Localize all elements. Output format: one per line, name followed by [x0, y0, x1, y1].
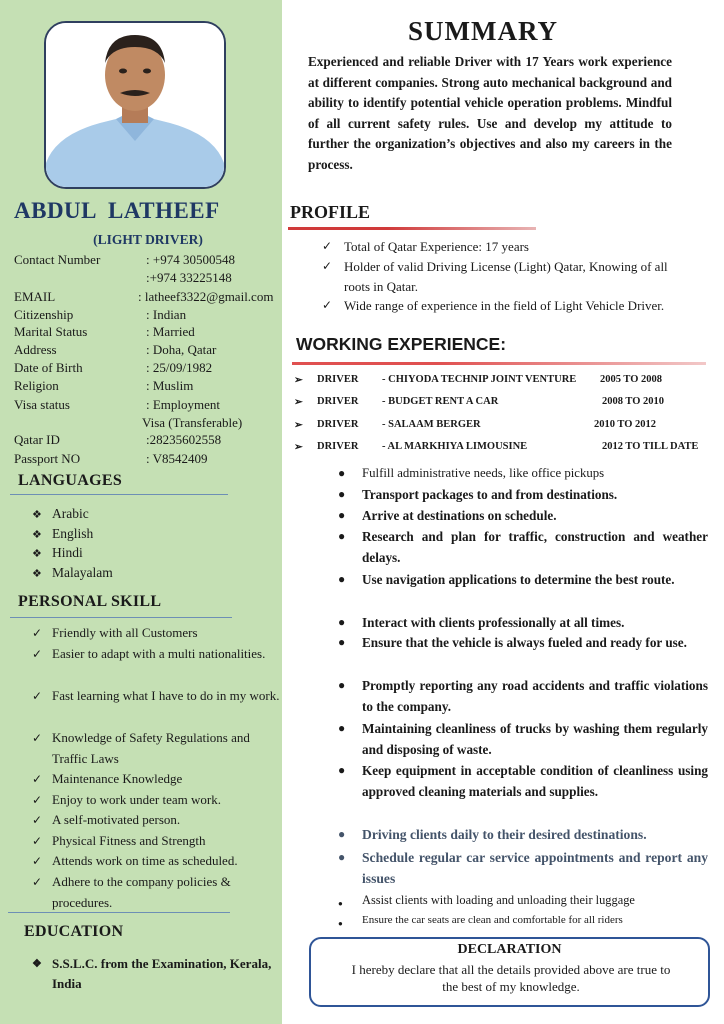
- round-bullet-icon: ●: [338, 615, 346, 629]
- profile-heading: PROFILE: [290, 202, 371, 222]
- contact-row: [14, 252, 282, 270]
- profile-item: [322, 257, 682, 296]
- duty-item: [338, 569, 708, 590]
- job-role: DRIVER: [317, 396, 359, 407]
- duty-item: [338, 526, 708, 569]
- skill-item: [32, 728, 280, 769]
- language-name: Malayalam: [52, 564, 113, 580]
- skill-item: [32, 686, 280, 707]
- duty-text: Promptly reporting any road accidents and traffic violations to the company.: [362, 678, 708, 715]
- full-name: ABDUL LATHEEF: [14, 198, 220, 223]
- duty-item: [338, 847, 708, 890]
- contact-value: :28235602558: [146, 432, 222, 447]
- education-heading: EDUCATION: [24, 923, 124, 940]
- job-period: 2012 TO TILL DATE: [602, 441, 699, 452]
- duty-text: Transport packages to and from destinations.: [362, 487, 618, 502]
- contact-label: Marital Status: [14, 324, 88, 339]
- checkmark-icon: ✓: [32, 813, 43, 827]
- contact-label: Religion: [14, 378, 59, 393]
- contact-value: : Muslim: [146, 378, 194, 393]
- experience-divider: [292, 362, 706, 365]
- language-item: [32, 526, 93, 542]
- job-period: 2005 TO 2008: [600, 374, 663, 385]
- skill-text: Enjoy to work under team work.: [52, 792, 221, 807]
- profile-divider: [288, 227, 536, 230]
- language-item: [32, 545, 83, 561]
- job-row: [294, 419, 714, 433]
- contact-label: Visa status: [14, 397, 70, 412]
- education-text: S.S.L.C. from the Examination, Kerala, India: [52, 956, 272, 991]
- duty-item: [338, 675, 708, 718]
- skill-item: [32, 810, 280, 831]
- education-item: [32, 954, 272, 994]
- contact-value: : V8542409: [146, 451, 208, 466]
- contact-label: Date of Birth: [14, 360, 83, 375]
- job-row: [294, 374, 714, 388]
- job-company: - SALAAM BERGER: [382, 419, 481, 430]
- declaration-heading: DECLARATION: [457, 942, 562, 957]
- round-bullet-icon: ●: [338, 508, 346, 522]
- diamond-bullet-icon: ❖: [32, 548, 42, 560]
- skill-text: Attends work on time as scheduled.: [52, 853, 238, 868]
- arrow-bullet-icon: ➢: [294, 375, 303, 386]
- round-bullet-icon: ●: [338, 635, 346, 649]
- contact-value: : 25/09/1982: [146, 360, 213, 375]
- contact-value: : latheef3322@gmail.com: [138, 289, 274, 304]
- duty-item: [338, 612, 708, 633]
- checkmark-icon: ✓: [32, 875, 43, 889]
- job-period: 2008 TO 2010: [602, 396, 665, 407]
- round-bullet-icon: ●: [338, 572, 346, 586]
- skill-text: Adhere to the company policies & procedures.: [52, 874, 231, 910]
- duty-text: Assist clients with loading and unloading their luggage: [362, 893, 635, 907]
- contact-label: Qatar ID: [14, 432, 60, 447]
- languages-heading: LANGUAGES: [18, 472, 123, 489]
- contact-label: Contact Number: [14, 252, 101, 267]
- diamond-bullet-icon: ❖: [32, 958, 42, 970]
- contact-row: [14, 270, 282, 288]
- contact-row: [14, 289, 282, 307]
- arrow-bullet-icon: ➢: [294, 420, 303, 431]
- contact-label: Citizenship: [14, 307, 74, 322]
- contact-row: [14, 342, 282, 360]
- skill-text: Friendly with all Customers: [52, 625, 198, 640]
- duty-item: [338, 463, 708, 484]
- job-company: - CHIYODA TECHNIP JOINT VENTURE: [382, 374, 577, 385]
- contact-row: [14, 415, 282, 433]
- duty-item: [338, 718, 708, 761]
- skill-text: Physical Fitness and Strength: [52, 833, 206, 848]
- profile-photo: [44, 21, 226, 189]
- duty-text: Maintaining cleanliness of trucks by washing them regularly and disposing of waste.: [362, 721, 708, 758]
- contact-value: : +974 30500548: [146, 252, 235, 267]
- language-item: [32, 565, 113, 581]
- duty-item: [338, 890, 708, 911]
- contact-value: : Married: [146, 324, 195, 339]
- declaration-text: I hereby declare that all the details provided above are true to the best of my knowledge.: [351, 962, 671, 994]
- checkmark-icon: ✓: [32, 854, 43, 868]
- duty-item: [338, 505, 708, 526]
- job-row: [294, 441, 714, 455]
- duty-item: [338, 632, 708, 653]
- contact-label: Address: [14, 342, 57, 357]
- contact-row: [14, 378, 282, 396]
- language-name: English: [52, 525, 94, 541]
- duty-text: Use navigation applications to determine the best route.: [362, 572, 675, 587]
- duty-text: Driving clients daily to their desired destinations.: [362, 827, 647, 842]
- skill-text: Fast learning what I have to do in my work.: [52, 688, 280, 703]
- job-role: DRIVER: [317, 441, 359, 452]
- contact-row: [14, 360, 282, 378]
- contact-value: : Employment: [146, 397, 221, 412]
- education-divider: [8, 912, 230, 913]
- profile-item: [322, 296, 682, 316]
- skill-item: [32, 623, 280, 644]
- round-bullet-icon: ●: [338, 850, 346, 864]
- profile-text: Wide range of experience in the field of Light Vehicle Driver.: [344, 298, 665, 313]
- checkmark-icon: ✓: [322, 298, 333, 312]
- job-row: [294, 396, 714, 410]
- experience-heading: WORKING EXPERIENCE:: [296, 334, 507, 354]
- job-company: - BUDGET RENT A CAR: [382, 396, 499, 407]
- skill-item: [32, 790, 280, 811]
- duty-text: Schedule regular car service appointments and report any issues: [362, 850, 708, 887]
- arrow-bullet-icon: ➢: [294, 397, 303, 408]
- duty-text: Fulfill administrative needs, like office pickups: [362, 466, 605, 480]
- duty-item: [338, 910, 708, 931]
- round-bullet-icon: ●: [338, 827, 346, 841]
- duty-item: [338, 760, 708, 803]
- job-period: 2010 TO 2012: [594, 419, 657, 430]
- duty-text: Arrive at destinations on schedule.: [362, 508, 557, 523]
- contact-value: Visa (Transferable): [142, 415, 243, 430]
- round-bullet-icon: ●: [338, 529, 346, 543]
- checkmark-icon: ✓: [322, 239, 333, 253]
- contact-value: : Indian: [146, 307, 187, 322]
- duty-text: Ensure that the vehicle is always fueled and ready for use.: [362, 635, 687, 650]
- diamond-bullet-icon: ❖: [32, 528, 42, 541]
- language-item: [32, 506, 89, 522]
- contact-label: Passport NO: [14, 451, 81, 466]
- languages-divider: [10, 494, 228, 495]
- duty-text: Interact with clients professionally at all times.: [362, 615, 625, 630]
- diamond-bullet-icon: ❖: [32, 509, 42, 521]
- round-bullet-icon: ●: [338, 487, 346, 501]
- job-role: DRIVER: [317, 374, 359, 385]
- profile-text: Holder of valid Driving License (Light) Qatar, Knowing of all roots in Qatar.: [344, 259, 668, 294]
- duty-item: [338, 484, 708, 505]
- checkmark-icon: ✓: [32, 834, 43, 848]
- skill-item: [32, 831, 280, 852]
- summary-heading: SUMMARY: [407, 16, 559, 46]
- language-name: Arabic: [52, 506, 89, 521]
- skills-heading: PERSONAL SKILL: [18, 593, 162, 610]
- profile-text: Total of Qatar Experience: 17 years: [344, 239, 529, 254]
- checkmark-icon: ✓: [32, 793, 43, 807]
- skill-item: [32, 769, 280, 790]
- contact-value: : Doha, Qatar: [146, 342, 217, 357]
- checkmark-icon: ✓: [322, 259, 333, 273]
- round-bullet-icon: ●: [338, 899, 343, 908]
- checkmark-icon: ✓: [32, 647, 43, 661]
- summary-text: Experienced and reliable Driver with 17 Years work experience at different companies. Strong auto mechanical background and ability to identify potential vehicle operation problems. Mindful of all current safety rules. Use and develop my attitude to further the organization’s objectives and also my careers in the process.: [308, 54, 672, 172]
- contact-row: [14, 397, 282, 415]
- arrow-bullet-icon: ➢: [294, 442, 303, 453]
- round-bullet-icon: ●: [338, 763, 346, 777]
- skill-text: Knowledge of Safety Regulations and Traffic Laws: [52, 730, 250, 766]
- contact-row: [14, 432, 282, 450]
- round-bullet-icon: ●: [338, 919, 343, 928]
- job-company: - AL MARKHIYA LIMOUSINE: [382, 441, 528, 452]
- skill-text: A self-motivated person.: [52, 812, 181, 827]
- contact-value: :+974 33225148: [146, 270, 232, 285]
- duty-item: [338, 824, 708, 845]
- person-portrait-icon: [46, 23, 224, 187]
- diamond-bullet-icon: ❖: [32, 567, 42, 580]
- skill-text: Maintenance Knowledge: [52, 771, 183, 786]
- contact-row: [14, 324, 282, 342]
- round-bullet-icon: ●: [338, 466, 346, 480]
- checkmark-icon: ✓: [32, 626, 43, 640]
- skill-text: Easier to adapt with a multi nationalities.: [52, 646, 266, 661]
- round-bullet-icon: ●: [338, 721, 346, 735]
- skills-divider: [10, 617, 232, 618]
- duty-text: Ensure the car seats are clean and comfortable for all riders: [362, 914, 623, 926]
- language-name: Hindi: [52, 545, 83, 560]
- skill-item: [32, 872, 280, 913]
- contact-row: [14, 307, 282, 325]
- profile-item: [322, 237, 682, 257]
- checkmark-icon: ✓: [32, 772, 43, 786]
- contact-row: [14, 451, 282, 469]
- round-bullet-icon: ●: [338, 678, 346, 692]
- declaration-box: [309, 937, 710, 1007]
- contact-label: EMAIL: [14, 289, 56, 304]
- duty-text: Research and plan for traffic, construction and weather delays.: [362, 529, 708, 566]
- checkmark-icon: ✓: [32, 689, 43, 703]
- skill-item: [32, 644, 280, 665]
- checkmark-icon: ✓: [32, 731, 43, 745]
- job-role: DRIVER: [317, 419, 359, 430]
- duty-text: Keep equipment in acceptable condition of cleanliness using approved cleaning materials and supplies.: [362, 763, 708, 800]
- job-role: (LIGHT DRIVER): [93, 232, 203, 247]
- skill-item: [32, 851, 280, 872]
